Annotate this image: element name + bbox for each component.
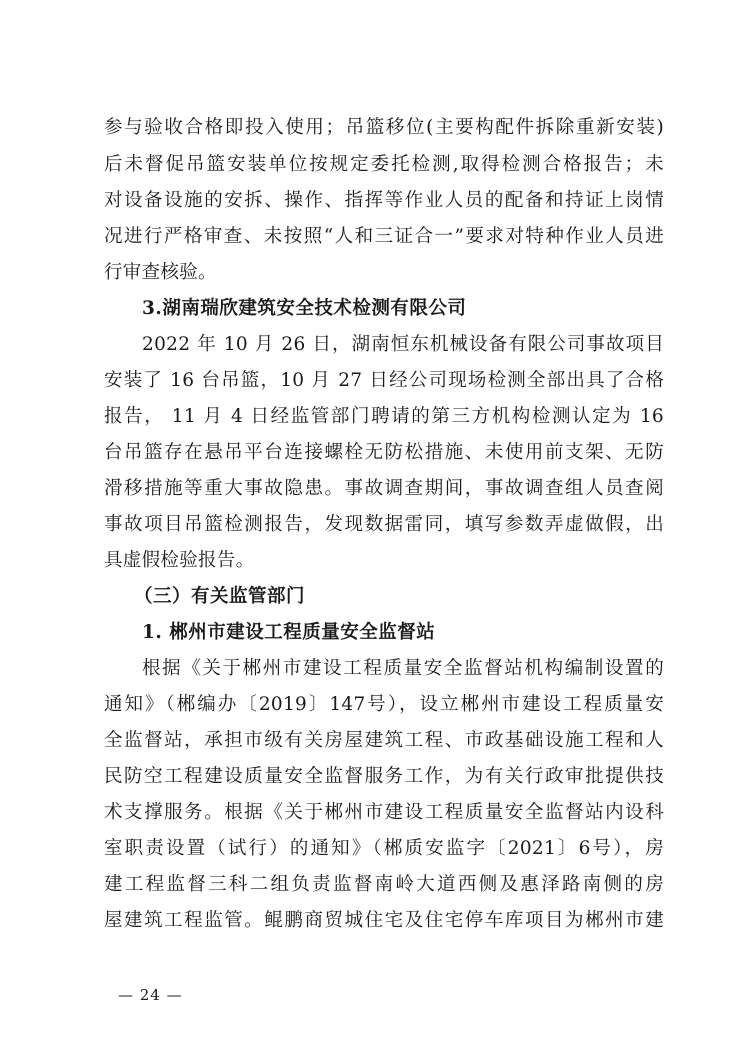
paragraph-line: 根据《关于郴州市建设工程质量安全监督站机构编制设置的 — [142, 658, 664, 679]
paragraph-line: 通知》（郴编办〔2019〕147号），设立郴州市建设工程质量安 — [104, 694, 664, 715]
paragraph-line: 民防空工程建设质量安全监督服务工作，为有关行政审批提供技 — [104, 766, 664, 787]
paragraph-line: 术支撑服务。根据《关于郴州市建设工程质量安全监督站内设科 — [104, 802, 664, 823]
section-heading: （三）有关监管部门 — [134, 586, 306, 607]
paragraph-line: 参与验收合格即投入使用；吊篮移位(主要构配件拆除重新安装) — [104, 117, 664, 138]
paragraph-line: 对设备设施的安拆、操作、指挥等作业人员的配备和持证上岗情 — [104, 190, 664, 211]
section-heading: 3.湖南瑞欣建筑安全技术检测有限公司 — [142, 298, 467, 319]
paragraph-line: 屋建筑工程监管。鲲鹏商贸城住宅及住宅停车库项目为郴州市建 — [104, 910, 664, 931]
paragraph-line: 后未督促吊篮安装单位按规定委托检测,取得检测合格报告；未 — [104, 154, 664, 175]
paragraph-line: 具虚假检验报告。 — [104, 550, 255, 571]
paragraph-line: 行审查核验。 — [104, 262, 217, 283]
section-heading: 1. 郴州市建设工程质量安全监督站 — [142, 622, 436, 643]
paragraph-line: 安装了 16 台吊篮，10 月 27 日经公司现场检测全部出具了合格 — [104, 370, 664, 391]
paragraph-line: 全监督站，承担市级有关房屋建筑工程、市政基础设施工程和人 — [104, 730, 664, 751]
page-number: — 24 — — [118, 986, 183, 1004]
paragraph-line: 室职责设置（试行）的通知》（郴质安监字〔2021〕6号），房 — [104, 838, 664, 859]
paragraph-line: 建工程监督三科二组负责监督南岭大道西侧及惠泽路南侧的房 — [104, 874, 664, 895]
paragraph-line: 况进行严格审查、未按照“人和三证合一”要求对特种作业人员进 — [104, 226, 664, 247]
paragraph-line: 台吊篮存在悬吊平台连接螺栓无防松措施、未使用前支架、无防 — [104, 442, 664, 463]
paragraph-line: 事故项目吊篮检测报告，发现数据雷同，填写参数弄虚做假，出 — [104, 514, 664, 535]
paragraph-line: 报告， 11 月 4 日经监管部门聘请的第三方机构检测认定为 16 — [104, 406, 664, 427]
paragraph-line: 2022 年 10 月 26 日，湖南恒东机械设备有限公司事故项目 — [142, 334, 664, 355]
paragraph-line: 滑移措施等重大事故隐患。事故调查期间，事故调查组人员查阅 — [104, 478, 664, 499]
